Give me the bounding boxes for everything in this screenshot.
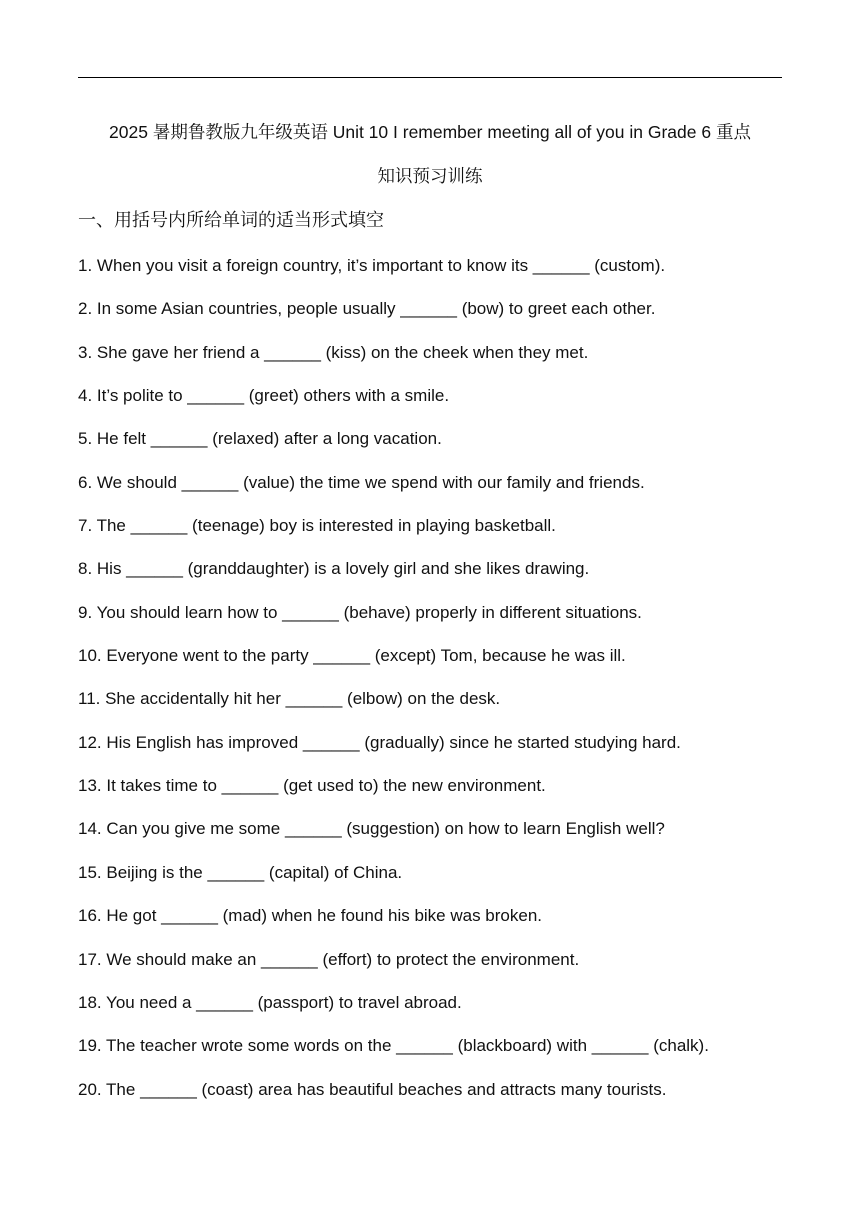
question-item: 14. Can you give me some ______ (suggestion) on how to learn English well? xyxy=(78,819,665,839)
question-item: 11. She accidentally hit her ______ (elbow) on the desk. xyxy=(78,689,501,709)
question-list xyxy=(78,250,798,1117)
question-item: 20. The ______ (coast) area has beautiful beaches and attracts many tourists. xyxy=(78,1079,667,1099)
question-item: 15. Beijing is the ______ (capital) of China. xyxy=(78,862,403,882)
title-line-1: 2025 暑期鲁教版九年级英语 Unit 10 I remember meeting all of you in Grade 6 重点 xyxy=(109,122,751,142)
question-item: 2. In some Asian countries, people usually ______ (bow) to greet each other. xyxy=(78,299,656,319)
question-item: 19. The teacher wrote some words on the ______ (blackboard) with ______ (chalk). xyxy=(78,1036,709,1056)
document-title xyxy=(78,110,782,198)
question-item: 1. When you visit a foreign country, it’s important to know its ______ (custom). xyxy=(78,256,666,275)
title-line-2: 知识预习训练 xyxy=(377,166,483,186)
header-rule xyxy=(78,77,782,78)
question-item: 7. The ______ (teenage) boy is interested in playing basketball. xyxy=(78,516,556,536)
question-item: 6. We should ______ (value) the time we spend with our family and friends. xyxy=(78,472,645,492)
question-item: 12. His English has improved ______ (gradually) since he started studying hard. xyxy=(78,732,681,752)
section-heading: 一、用括号内所给单词的适当形式填空 xyxy=(78,210,384,231)
question-item: 18. You need a ______ (passport) to travel abroad. xyxy=(78,992,462,1012)
question-item: 5. He felt ______ (relaxed) after a long vacation. xyxy=(78,429,442,449)
question-item: 16. He got ______ (mad) when he found his bike was broken. xyxy=(78,906,543,926)
question-item: 9. You should learn how to ______ (behave) properly in different situations. xyxy=(78,602,642,622)
question-item: 4. It’s polite to ______ (greet) others with a smile. xyxy=(78,386,450,406)
question-item: 10. Everyone went to the party ______ (except) Tom, because he was ill. xyxy=(78,646,626,666)
question-item: 3. She gave her friend a ______ (kiss) on the cheek when they met. xyxy=(78,342,589,362)
question-item: 13. It takes time to ______ (get used to) the new environment. xyxy=(78,776,546,796)
question-item: 17. We should make an ______ (effort) to protect the environment. xyxy=(78,949,580,969)
question-item: 8. His ______ (granddaughter) is a lovely girl and she likes drawing. xyxy=(78,559,590,579)
